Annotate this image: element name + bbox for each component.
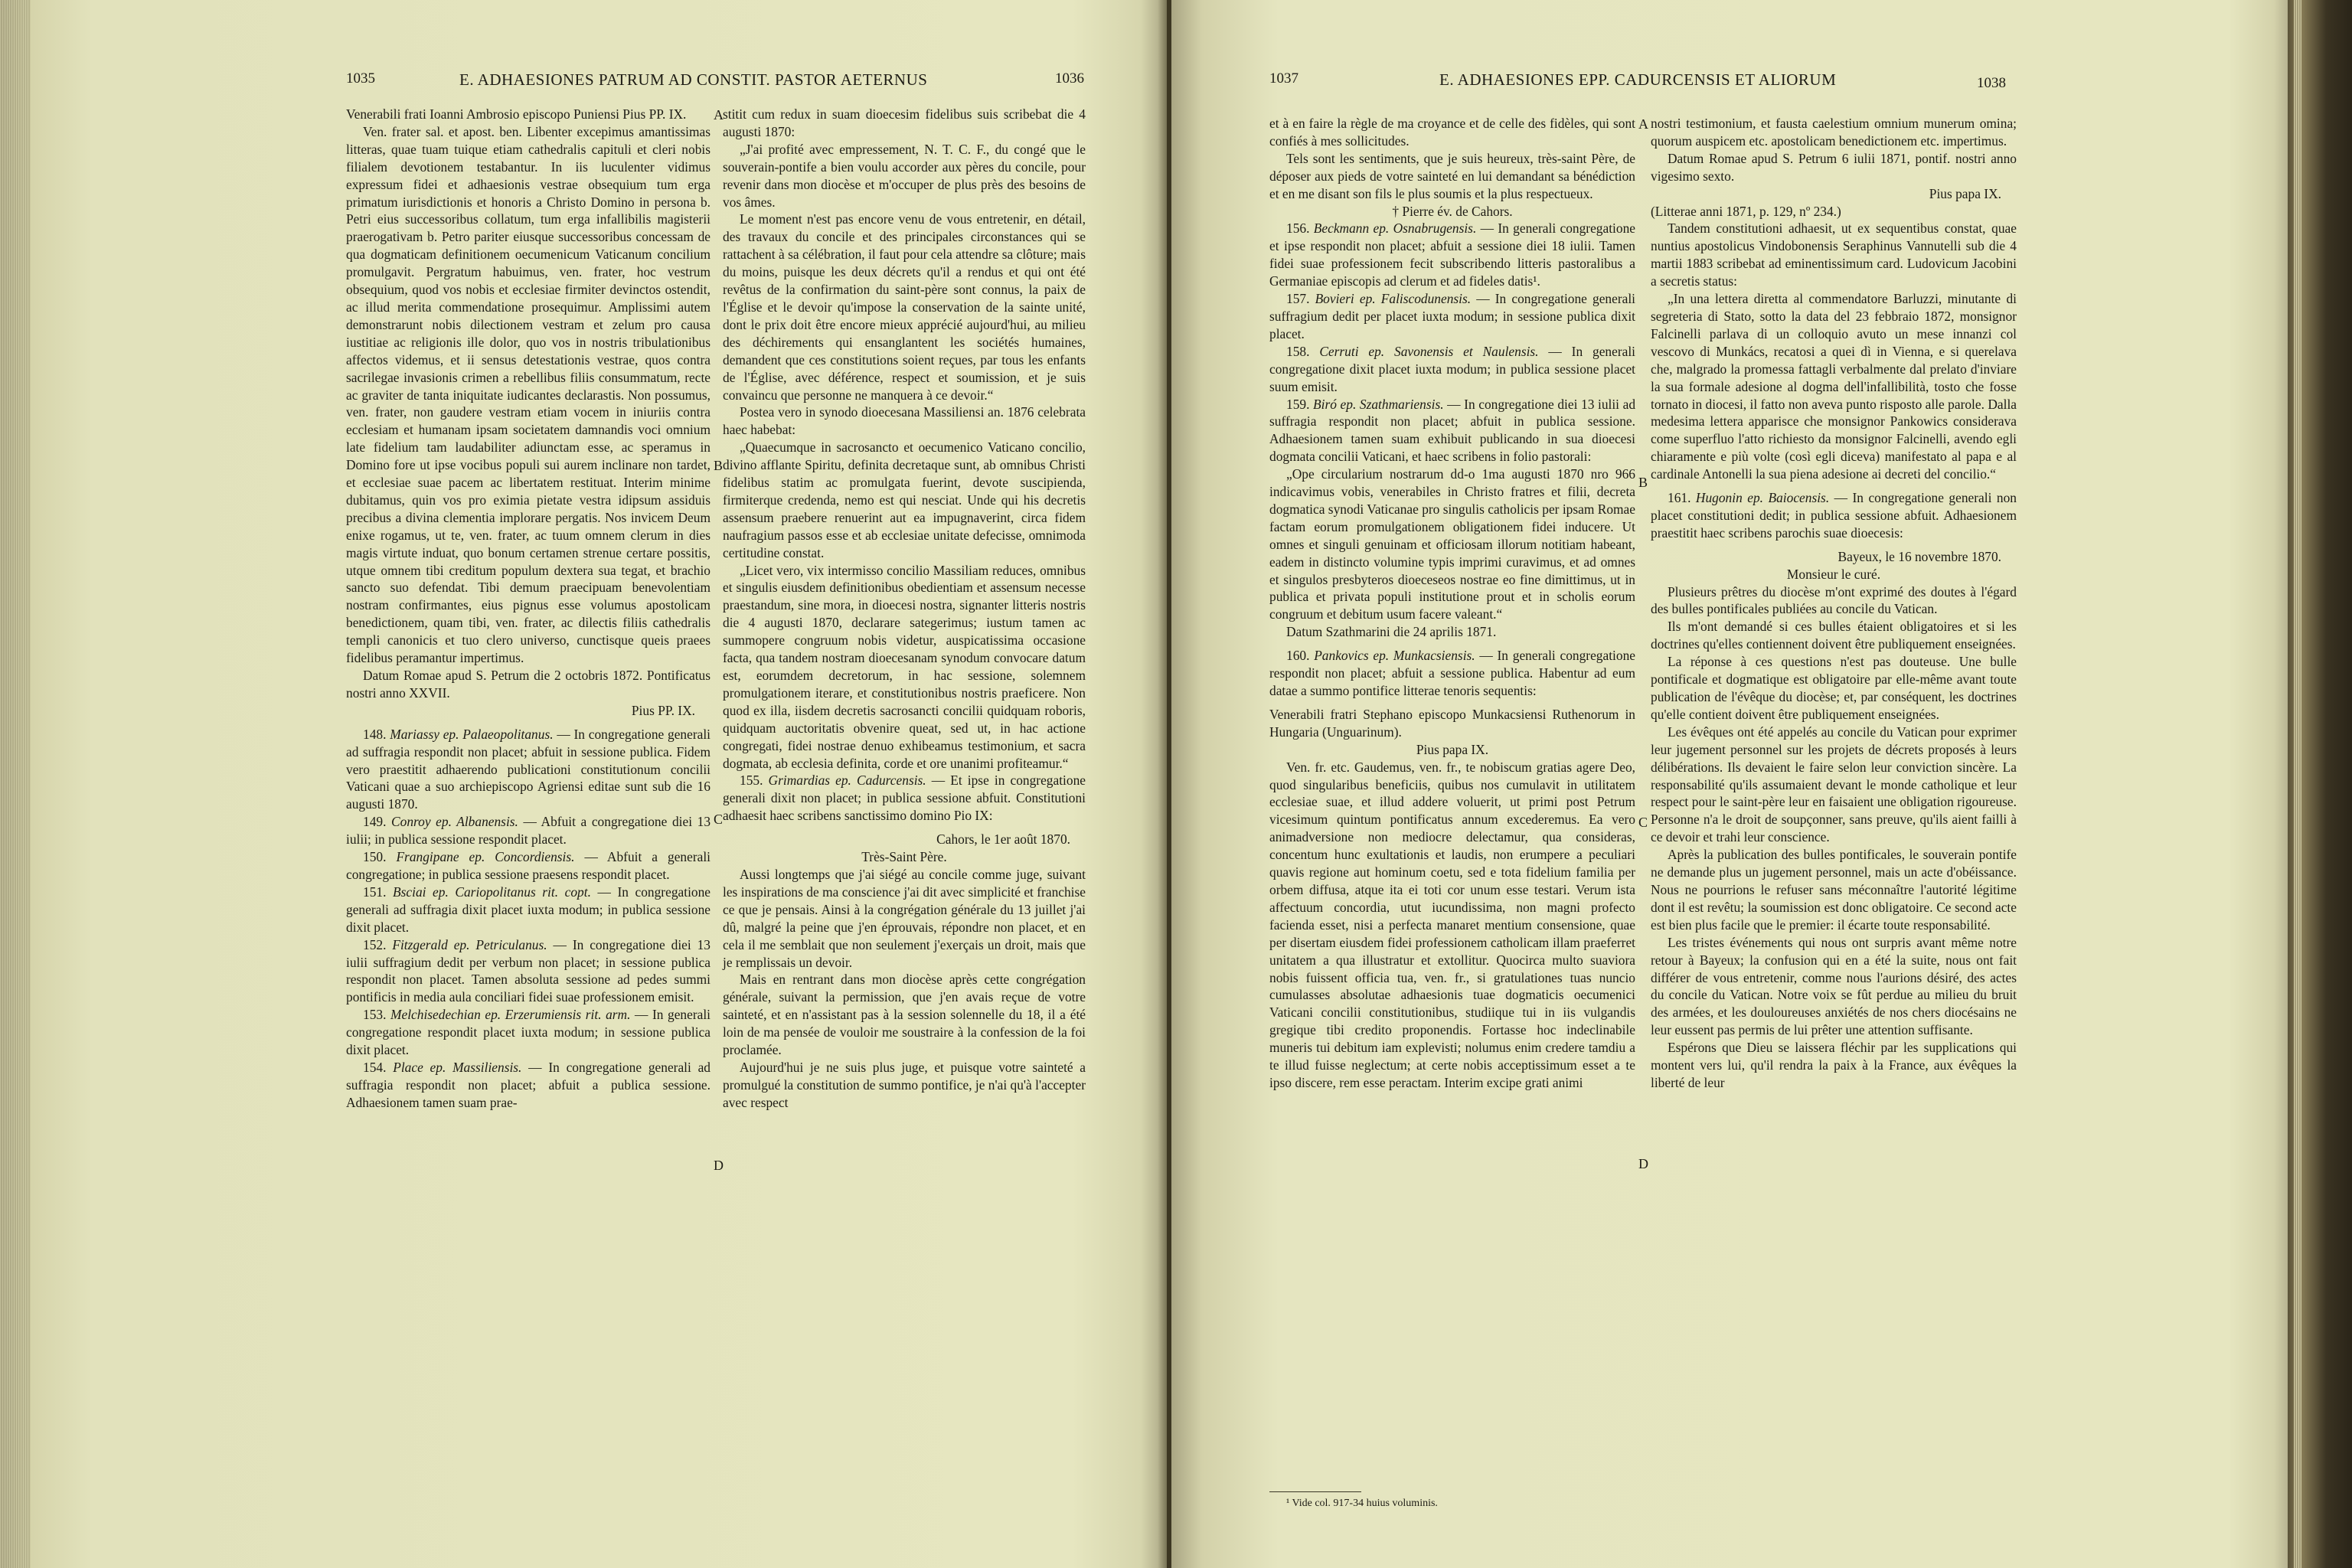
entry-number: 152. — [363, 936, 393, 952]
entry-text: — Et ipse in congregatione generali dixit non placet; in publica sessione abfuit. Constitutioni adhaesit haec scribens sanctissimo domino Pio IX: — [723, 773, 1086, 824]
text-paragraph: Monsieur le curé. — [1786, 566, 1881, 582]
text-paragraph: Datum Szathmarini die 24 aprilis 1871. — [1286, 624, 1497, 640]
bishop-name: Place ep. Massiliensis. — [393, 1059, 522, 1075]
entry-number: 155. — [740, 773, 769, 789]
left-page — [0, 0, 1167, 1568]
bishop-name: Melchisedechian ep. Erzerumiensis rit. arm. — [390, 1007, 631, 1023]
entry-text: — In congregatione generali ad suffragia respondit non placet; abfuit a publica sessione. Adhaesionem tamen suam prae- — [346, 1059, 711, 1110]
footnote-rule — [1269, 1491, 1361, 1492]
text-paragraph: Plusieurs prêtres du diocèse m'ont exprimé des doutes à l'égard des bulles pontificales publiées au concile du Vatican. — [1651, 583, 2017, 617]
book-edge — [2288, 0, 2352, 1568]
text-paragraph: „Ope circularium nostrarum dd-o 1ma augusti 1870 nro 966 indicavimus vobis, venerabiles in Christo fratres et filii, decreta dogmatica synodi Vaticanae pro singulis catholicis per ipsam Romae factam eorum promulgationem obligationem fidei inducere. Ut omnes et singuli genuinam et officiosam illorum notitiam habeant, eadem in distincto volumine typis imprimi curavimus, et ad omnes et singulos presbyteros dioeceseos nostrae eo fine dimittimus, ut in publica et privata populi institutione prout et in scholis eorum congruum et debitum usum facere valeant.“ — [1269, 466, 1635, 622]
text-paragraph: La réponse à ces questions n'est pas douteuse. Une bulle pontificale et dogmatique est obligatoire par elle-même avant toute publication de l'évêque du diocèse; et, par conséquent, les doctrines qu'elle contient doivent être publiquement enseignées. — [1651, 654, 2017, 722]
bishop-name: Beckmann ep. Osnabrugensis. — [1313, 220, 1477, 237]
text-paragraph: Mais en rentrant dans mon diocèse après cette congrégation générale, suivant la permission, que j'en avais reçue de votre sainteté, et en n'assistant pas à la session solennelle du 18, il a été loin de ma pensée de vouloir me soustraire à la confession de la foi proclamée. — [723, 972, 1086, 1058]
entry-paragraph — [346, 726, 710, 814]
entry-number: 157. — [1286, 291, 1315, 307]
text-paragraph: et à en faire la règle de ma croyance et de celle des fidèles, qui sont confiés à mes sollicitudes. — [1269, 116, 1635, 149]
bishop-name: Frangipane ep. Concordiensis. — [396, 849, 575, 865]
right-page-column-1 — [1269, 115, 1635, 1092]
text-paragraph: Ven. frater sal. et apost. ben. Libenter excepimus amantissimas litteras, quae tuam tuique etiam cathedralis capituli et cleri nobis filialem devotionem testabantur. In iis luculenter vidimus expressum fidei et adhaesionis vestrae obsequium tum erga primatum iurisdictionis et honoris a Christo Domino in persona b. Petri eius successoribus collatum, tum erga infallibilis magisterii praerogativam b. Petro pariter eiusque successoribus concessam de qua dogmaticam definitionem oecumenicum Vaticanum concilium promulgavit. Pergratum habuimus, ven. frater, hoc vestrum obsequium, quod vos nobis et ecclesiae firmiter devinctos ostendit, ac illud merita commendatione prosequimur. Amplissimi autem demonstrarunt nobis dilectionem vestram et zelum pro causa iustitiae ac religionis ille dolor, quo vos in nostris tribulationibus affectos videmus, et ii sensus detestationis vestrae, quos contra sacrilegae invasionis crimen a rebellibus filiis consummatum, recte ac graviter de tanta iniquitate iudicantes declarastis. Non possumus, ven. frater, non gaudere vestram etiam vocem in iniuriis contra ecclesiam et humanam ipsam societatem damnandis voci omnium late fidelium tam laudabiliter adiunctam esse, ac speramus in Domino fore ut ipse vocibus populi sui aurem inclinare non tardet, et ecclesiae suae pacem ac libertatem restituat. Interim minime dubitamus, quin vos pro eximia pietate vestra idipsum assiduis precibus a divina clementia implorare pergatis. Nos invicem Deum enixe rogamus, ut te, ven. frater, ac tuum omnem clerum in dies magis virtute induat, quo bonum certamen strenue certare possitis, utque omnem tibi creditum populum dextera sua tegat, et brachio sancto suo defendat. Tibi demum praecipuam benevolentiam nostram confirmantes, eius pignus esse volumus apostolicam benedictionem, quam tibi, ven. frater, ac dilectis filiis cathedralis templi canonicis et tuo clero universo, cunctisque queis praees fidelibus peramantur impertimus. — [346, 123, 710, 666]
entry-paragraph — [346, 1006, 710, 1059]
bishop-name: Biró ep. Szathmariensis. — [1313, 396, 1444, 412]
entry-number: 149. — [363, 814, 392, 830]
text-paragraph: Les évêques ont été appelés au concile du Vatican pour exprimer leur jugement personnel sur les projets de décrets proposés à leurs délibérations. Ils devaient le faire selon leur conviction sincère. La responsabilité qu'ils assumaient devant le monde catholique et leur respect pour le saint-père leur en faisaient une obligation rigoureuse. Personne n'a le droit de soupçonner, sans preuve, qu'ils aient failli à ce devoir et trahi leur conscience. — [1651, 724, 2017, 845]
bishop-name: Fitzgerald ep. Petriculanus. — [392, 936, 547, 952]
text-paragraph: Datum Romae apud S. Petrum 6 iulii 1871, pontif. nostri anno vigesimo sexto. — [1651, 150, 2017, 184]
text-paragraph: Les tristes événements qui nous ont surpris avant même notre retour à Bayeux; la confusion qui en a été la suite, nous ont fait différer de vous entretenir, comme nous l'aurions désiré, des actes du concile du Vatican. Notre voix se fût perdue au milieu du bruit des armées, et les douloureuses anxiétés de nos chers diocésains ne leur eussent pas permis de lui prêter une attention suffisante. — [1651, 934, 2017, 1038]
bishop-name: Conroy ep. Albanensis. — [391, 814, 518, 830]
margin-marker-d: D — [714, 1158, 724, 1173]
text-paragraph: Ils m'ont demandé si ces bulles étaient obligatoires et si les doctrines qu'elles contiennent doivent être publiquement enseignées. — [1651, 619, 2017, 652]
bishop-name: Bsciai ep. Cariopolitanus rit. copt. — [393, 884, 591, 900]
text-paragraph: Après la publication des bulles pontificales, le souverain pontife ne demande plus un jugement personnel, mais un acte d'obéissance. Nous ne pourrions le refuser sans méconnaître l'autorité légitime dont il est revêtu; la soumission est donc obligatoire. Ce second acte est bien plus facile que le premier: il écarte toute responsabilité. — [1651, 847, 2017, 933]
margin-marker-b: B — [714, 458, 724, 473]
left-column-number-right-page: 1037 — [1269, 70, 1298, 87]
entry-number: 154. — [363, 1059, 394, 1075]
text-paragraph: Aussi longtemps que j'ai siégé au concile comme juge, suivant les inspirations de ma conscience j'ai dit avec simplicité et franchise ce que je pensais. Ainsi à la congrégation générale du 13 juillet j'ai dû, malgré la peine que j'en éprouvais, répondre non placet, et en cela il me semblait que non seulement j'exerçais un droit, mais que je remplissais un devoir. — [723, 866, 1086, 970]
entry-text: — In congregatione generali non placet constitutioni dedit; in publica sessione abfuit. Adhaesionem praestitit haec scribens parochis suae dioecesis: — [1651, 490, 2017, 541]
entry-text: — Abfuit a congregatione diei 13 iulii; in publica sessione respondit placet. — [346, 814, 711, 848]
text-paragraph: Pius PP. IX. — [631, 702, 695, 718]
text-paragraph: Tandem constitutioni adhaesit, ut ex sequentibus constat, quae nuntius apostolicus Vindobonensis Seraphinus Vannutelli sub die 4 martii 1883 scribebat ad eminentissimum card. Ludovicum Jacobini a secretis status: — [1651, 220, 2017, 289]
text-paragraph: † Pierre év. de Cahors. — [1392, 203, 1513, 219]
text-paragraph: Cahors, le 1er août 1870. — [936, 831, 1070, 848]
bishop-name: Mariassy ep. Palaeopolitanus. — [390, 726, 554, 742]
text-paragraph: Très-Saint Père. — [861, 849, 947, 865]
entry-paragraph — [1269, 290, 1635, 343]
entry-paragraph — [1269, 396, 1635, 466]
right-page — [1171, 0, 2289, 1568]
entry-paragraph — [1269, 343, 1635, 396]
text-paragraph: Venerabili frati Ioanni Ambrosio episcopo Puniensi Pius PP. IX. — [346, 106, 687, 122]
entry-text: — In congregatione generali suffragium dedit per placet iuxta modum; in sessione publica dixit placet. — [1269, 291, 1636, 341]
margin-marker-c-right: C — [1638, 815, 1648, 830]
text-paragraph: Le moment n'est pas encore venu de vous entretenir, en détail, des travaux du concile et des principales circonstances qui se rattachent à sa célébration, il faut pour cela attendre sa clôture; mais du moins, puisque les deux décrets qu'il a rendus et qui ont été revêtus de la confirmation du saint-père sont connus, la paix de l'Église et le devoir qu'impose la conservation de la sainte unité, dont le prix doit être encore mieux apprécié aujourd'hui, au milieu des déchirements qui ensanglantent les sociétés humaines, demandent que ces constitutions soient reçues, par tous les enfants de l'Église, avec déférence, respect et soumission, et je suis convaincu que personne ne manquera à ce devoir.“ — [723, 211, 1086, 403]
entry-number: 156. — [1286, 220, 1314, 237]
entry-number: 153. — [363, 1007, 390, 1023]
right-column-number: 1036 — [1055, 70, 1084, 87]
bishop-name: Hugonin ep. Baiocensis. — [1695, 490, 1830, 506]
text-paragraph: „In una lettera diretta al commendatore Barluzzi, minutante di segreteria di Stato, sotto la data del 23 febbraio 1872, monsignor Falcinelli parlava di un colloquio avuto un mese innanzi col vescovo di Munkács, recatosi a quei dì in Vienna, e si querelava che, malgrado la promessa fattagli verbalmente dal prelato d'inviare la sua formale adesione al dogma dell'infallibilità, tosto che fosse tornato in diocesi, il fatto non aveva punto risposto alle parole. Dalla medesima lettera apparisce che monsignor Pankowics considerava come superfluo l'atto richiesto da monsignor Falcinelli, avendo egli chiaramente e più volte (così egli diceva) manifestato al papa e al cardinale Antonelli la sua piena adesione ai decreti del concilio.“ — [1651, 291, 2017, 482]
entry-text: — In congregatione diei 13 iulii ad suffragia respondit non placet; abfuit in publica sessione. Adhaesionem tamen suam exhibuit publicando in sua dioecesi dogmata concilii Vaticani, et haec scribens in folio pastorali: — [1269, 396, 1636, 465]
bishop-name: Pankovics ep. Munkacsiensis. — [1314, 648, 1475, 664]
entry-number: 148. — [363, 726, 390, 742]
entry-paragraph — [346, 813, 710, 848]
right-column-number-right-page: 1038 — [1977, 75, 2006, 91]
right-running-header: E. ADHAESIONES EPP. CADURCENSIS ET ALIORUM — [1439, 70, 1837, 89]
text-paragraph: Pius papa IX. — [1416, 741, 1489, 757]
entry-text: — In generali congregatione dixit placet iuxta modum; in publica sessione placet suum emisit. — [1269, 343, 1636, 394]
text-paragraph: Bayeux, le 16 novembre 1870. — [1838, 548, 2001, 564]
entry-number: 159. — [1286, 396, 1314, 412]
bishop-name: Bovieri ep. Faliscodunensis. — [1315, 291, 1472, 307]
text-paragraph: nostri testimonium, et fausta caelestium omnium munerum omina; quorum auspicem etc. apostolicam benedictionem etc. impertimus. — [1651, 116, 2017, 149]
margin-marker-b-right: B — [1638, 475, 1648, 490]
bishop-name: Cerruti ep. Savonensis et Naulensis. — [1319, 343, 1539, 359]
entry-text: — In generali congregatione et ipse respondit non placet; abfuit a sessione diei 18 iulii. Tamen fidei suae professionem fecit subscribendo litteris pastoralibus a Germaniae episcopis ad clerum et ad fideles datis¹. — [1269, 220, 1635, 289]
entry-paragraph — [346, 1059, 710, 1112]
entry-text: — Abfuit a generali congregatione; in publica sessione praesens respondit placet. — [346, 849, 711, 882]
text-paragraph: Venerabili fratri Stephano episcopo Munkacsiensi Ruthenorum in Hungaria (Unguarinum). — [1269, 706, 1635, 740]
footnote: ¹ Vide col. 917-34 huius voluminis. — [1286, 1498, 1438, 1509]
entry-text: — In congregatione generali ad suffragia respondit non placet; abfuit in sessione publica. Fidem vero praestitit adhaerendo publicationi constitutionum concilii Vaticani quae a suo archiepiscopo Agriensi editae sunt sub die 16 augusti 1870. — [346, 726, 711, 812]
entry-number: 150. — [363, 849, 397, 865]
text-paragraph: „Quaecumque in sacrosancto et oecumenico Vaticano concilio, divino afflante Spiritu, definita decretaque sunt, ab omnibus Christi fidelibus statim ac promulgata fuerint, devote suscipienda, firmiterque credenda, nemo est qui nesciat. Unde qui his decretis assensum praebere renuerint aut ea impugnaverint, circa fidem naufragium passos esse et ab ecclesiae unitate defecisse, omnimoda certitudine constat. — [723, 439, 1086, 560]
entry-text: — In generali congregatione respondit placet iuxta modum; in sessione publica dixit placet. — [346, 1007, 711, 1058]
left-running-header: E. ADHAESIONES PATRUM AD CONSTIT. PASTOR AETERNUS — [459, 70, 928, 89]
left-column-number: 1035 — [346, 70, 375, 87]
right-page-column-2 — [1651, 115, 2017, 1092]
text-paragraph: stitit cum redux in suam dioecesim fidelibus suis scribebat die 4 augusti 1870: — [723, 106, 1086, 139]
text-paragraph: „Licet vero, vix intermisso concilio Massiliam reduces, omnibus et singulis eiusdem definitionibus obedientiam et assensum necesse praestandum, sine mora, in dioecesi nostra, signanter litteris nostris die 4 augusti 1870, declarare sategerimus; iustum tamen ac summopere congruum nobis videtur, auspicatissima occasione facta, qua tandem nostram dioecesanam synodum convocare datum est, eorumdem decretorum, in hac sessione, solemnem promulgationem iterare, et constitutionibus nostris praeficere. Non quod ex illa, iisdem decretis sacrosancti concilii quidquam roboris, quidquam auctoritatis obvenire queat, sed ut, in hac actione congregati, fidei nostrae denuo exhibeamus testimonium, et sacra dogmata, ab ecclesia definita, corde et ore unanimi profiteamur.“ — [723, 562, 1086, 771]
left-page-column-1 — [346, 106, 710, 1112]
text-paragraph: Postea vero in synodo dioecesana Massiliensi an. 1876 celebrata haec habebat: — [723, 404, 1086, 438]
margin-marker-c: C — [714, 812, 724, 827]
text-paragraph: „J'ai profité avec empressement, N. T. C. F., du congé que le souverain-pontife a bien voulu accorder aux pères du concile, pour revenir dans mon diocèse et m'occuper de plus près des besoins de vos âmes. — [723, 141, 1086, 210]
entry-number: 161. — [1668, 490, 1696, 506]
margin-marker-d-right: D — [1638, 1156, 1648, 1171]
entry-number: 151. — [363, 884, 394, 900]
entry-paragraph — [1269, 647, 1635, 700]
entry-paragraph — [346, 848, 710, 884]
text-paragraph: Aujourd'hui je ne suis plus juge, et puisque votre sainteté a promulgué la constitution de summo pontifice, je n'ai qu'à l'accepter avec respect — [723, 1059, 1086, 1110]
entry-text: — In congregatione generali ad suffragia dixit placet iuxta modum; in publica sessione dixit placet. — [346, 884, 711, 935]
bishop-name: Grimardias ep. Cadurcensis. — [768, 773, 926, 789]
text-paragraph: Ven. fr. etc. Gaudemus, ven. fr., te nobiscum gratias agere Deo, quod singularibus beneficiis, quibus nos cumulavit in utilitatem ecclesiae suae, et illud addere voluerit, ut primi post Petrum vicesimum quintum pontificatus annum excederemus. Ea vero animadversione non mediocre delectamur, qua consideras, concentum hunc exultationis et laudis, non erumpere a peculiari quavis regione aut hominum coetu, sed e tota fidelium familia per orbem diffusa, atque ita ei toti cor unum esse testari. Verum ista affectuum concordia, utut iucundissima, non magni profecto facienda esset, nisi a perfecta manaret mentium consensione, quae per disertam eiusdem fidei professionem catholicam illam praeferret unitatem a qua illustratur et extollitur. Quocirca multo suaviora nobis fuissent officia tua, ven. fr., si gratulationes tuas nuncio cumulasses absolutae adhaesionis tuae dogmaticis oecumenici Vaticani concilii constitutionibus, studiique tui in iis vulgandis gregique tibi credito proponendis. Fortasse hoc indeclinabile muneris tui debitum iam explevisti; nolumus enim credere tamdiu a te illud fuisse neglectum; at certe nobis acceptissimum esset a te ipso discere, rem esse peractam. Interim excipe grati animi — [1269, 759, 1635, 1090]
entry-paragraph — [346, 884, 710, 936]
text-paragraph: Datum Romae apud S. Petrum die 2 octobris 1872. Pontificatus nostri anno XXVII. — [346, 668, 710, 701]
text-paragraph: Pius papa IX. — [1929, 185, 2001, 201]
entry-paragraph — [1269, 220, 1635, 290]
page-edges — [0, 0, 31, 1568]
entry-number: 158. — [1286, 343, 1320, 359]
entry-text: — In congregatione diei 13 iulii suffragium dedit per verbum non placet; in sessione publica respondit non placet. Tamen absoluta sessione ad pedes summi pontificis in media aula conciliari fidei suae professionem emisit. — [346, 936, 710, 1005]
entry-number: 160. — [1286, 648, 1315, 664]
margin-marker-a: A — [714, 107, 724, 122]
left-page-column-2 — [723, 106, 1086, 1112]
entry-text: — In generali congregatione respondit non placet; abfuit a sessione publica. Habentur ad eum datae a summo pontifice litterae tenoris sequentis: — [1269, 648, 1635, 698]
text-paragraph: (Litterae anni 1871, p. 129, nº 234.) — [1651, 203, 1841, 219]
entry-paragraph — [1651, 489, 2017, 542]
text-paragraph: Espérons que Dieu se laissera fléchir par les supplications qui montent vers lui, qu'il rendra la paix à la France, aux évêques la liberté de leur — [1651, 1040, 2017, 1090]
margin-marker-a-right: A — [1638, 116, 1648, 132]
entry-paragraph — [723, 772, 1086, 825]
text-paragraph: Tels sont les sentiments, que je suis heureux, très-saint Père, de déposer aux pieds de votre sainteté en lui demandant sa bénédiction et en me disant son fils le plus soumis et la plus respectueux. — [1269, 150, 1635, 201]
entry-paragraph — [346, 936, 710, 1007]
